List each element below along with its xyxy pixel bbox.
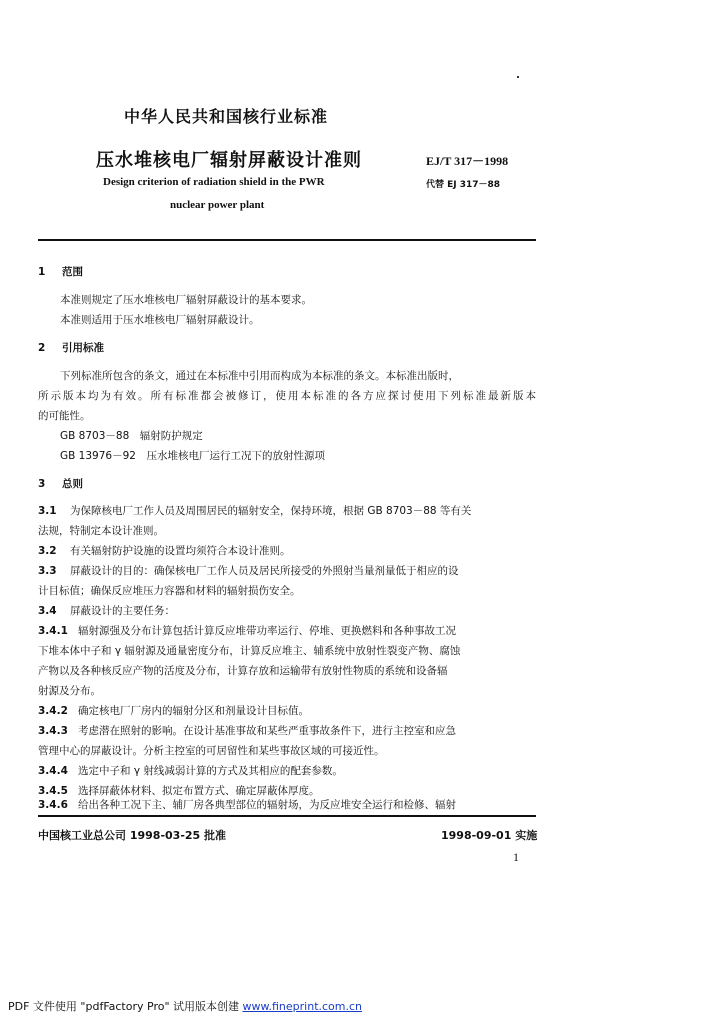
- clause-text: 屏蔽设计的主要任务：: [70, 605, 175, 617]
- clause-number: 3.4.5: [38, 785, 68, 797]
- clause-text: 辐射源强及分布计算包括计算反应堆带功率运行、停堆、更换燃料和各种事故工况: [78, 625, 456, 637]
- clause-continuation: 产物以及各种核反应产物的活度及分布，计算存放和运输带有放射性物质的系统和设备辐: [38, 665, 448, 677]
- paragraph-line: 的可能性。: [38, 410, 91, 422]
- clause-3-2: [38, 543, 291, 558]
- scan-speck: [517, 76, 519, 78]
- clause-text: 为保障核电厂工作人员及周围居民的辐射安全，保持环境，根据 GB 8703－88 等有关: [70, 505, 472, 517]
- document-title-en-line2: nuclear power plant: [170, 199, 265, 211]
- clause-3-3: [38, 563, 459, 578]
- footer-divider: [38, 815, 536, 817]
- paragraph-line: 所示版本均为有效。所有标准都会被修订，使用本标准的各方应探讨使用下列标准最新版本: [38, 390, 536, 402]
- paragraph-line: 下列标准所包含的条文，通过在本标准中引用而构成为本标准的条文。本标准出版时，: [60, 370, 459, 382]
- section-title: 范围: [62, 266, 83, 278]
- section-number: 2: [38, 342, 46, 354]
- clause-number: 3.3: [38, 565, 57, 577]
- clause-3-4-2: [38, 703, 309, 718]
- clause-3-4-4: [38, 763, 343, 778]
- section-heading-2: [38, 340, 104, 355]
- clause-text: 确定核电厂厂房内的辐射分区和剂量设计目标值。: [78, 705, 309, 717]
- clause-number: 3.2: [38, 545, 57, 557]
- document-title-zh: 压水堆核电厂辐射屏蔽设计准则: [96, 150, 362, 171]
- clause-continuation: 管理中心的屏蔽设计。分析主控室的可居留性和某些事故区域的可接近性。: [38, 745, 385, 757]
- clause-number: 3.4.4: [38, 765, 68, 777]
- reference-item: GB 8703－88 辐射防护规定: [60, 430, 203, 442]
- clause-text: 选择屏蔽体材料、拟定布置方式、确定屏蔽体厚度。: [78, 785, 320, 797]
- clause-number: 3.4.6: [38, 799, 68, 811]
- clause-3-4-6: [38, 797, 456, 812]
- clause-3-4-3: [38, 723, 456, 738]
- clause-continuation: 计目标值；确保反应堆压力容器和材料的辐射损伤安全。: [38, 585, 301, 597]
- clause-3-4: [38, 603, 175, 618]
- clause-number: 3.4.3: [38, 725, 68, 737]
- standard-organization: 中华人民共和国核行业标准: [124, 107, 329, 126]
- section-number: 1: [38, 266, 46, 278]
- clause-text: 给出各种工况下主、辅厂房各典型部位的辐射场，为反应堆安全运行和检修、辐射: [78, 799, 456, 811]
- clause-text: 考虑潜在照射的影响。在设计基准事故和某些严重事故条件下，进行主控室和应急: [78, 725, 456, 737]
- pdf-watermark: [8, 998, 362, 1014]
- reference-item: GB 13976－92 压水堆核电厂运行工况下的放射性源项: [60, 450, 325, 462]
- page-number: 1: [513, 850, 519, 864]
- section-title: 引用标准: [62, 342, 104, 354]
- paragraph-line: 本准则适用于压水堆核电厂辐射屏蔽设计。: [60, 314, 260, 326]
- paragraph-line: 本准则规定了压水堆核电厂辐射屏蔽设计的基本要求。: [60, 294, 312, 306]
- clause-text: 有关辐射防护设施的设置均须符合本设计准则。: [70, 545, 291, 557]
- section-title: 总则: [62, 478, 83, 490]
- clause-number: 3.4.2: [38, 705, 68, 717]
- clause-text: 屏蔽设计的目的：确保核电厂工作人员及居民所接受的外照射当量剂量低于相应的设: [70, 565, 459, 577]
- replaces-standard: 代替 EJ 317－88: [426, 180, 501, 190]
- section-heading-3: [38, 476, 83, 491]
- watermark-text: PDF 文件使用 "pdfFactory Pro" 试用版本创建: [8, 1000, 240, 1013]
- clause-number: 3.4.1: [38, 625, 68, 637]
- clause-continuation: 射源及分布。: [38, 685, 101, 697]
- standard-code: EJ/T 317－1998: [426, 154, 509, 168]
- clause-continuation: 下堆本体中子和 γ 辐射源及通量密度分布，计算反应堆主、辅系统中放射性裂变产物、腐蚀: [38, 645, 461, 657]
- header-divider: [38, 239, 536, 241]
- clause-number: 3.4: [38, 605, 57, 617]
- approval-date: 中国核工业总公司 1998-03-25 批准: [38, 829, 227, 842]
- watermark-link[interactable]: www.fineprint.com.cn: [242, 1000, 363, 1013]
- clause-3-4-1: [38, 623, 456, 638]
- section-heading-1: [38, 264, 83, 279]
- implementation-date: 1998-09-01 实施: [441, 829, 538, 842]
- document-title-en-line1: Design criterion of radiation shield in the PWR: [103, 176, 325, 188]
- clause-continuation: 法规，特制定本设计准则。: [38, 525, 164, 537]
- clause-3-4-5: [38, 783, 320, 798]
- clause-text: 选定中子和 γ 射线减弱计算的方式及其相应的配套参数。: [78, 765, 343, 777]
- section-number: 3: [38, 478, 46, 490]
- clause-3-1: [38, 503, 471, 518]
- clause-number: 3.1: [38, 505, 57, 517]
